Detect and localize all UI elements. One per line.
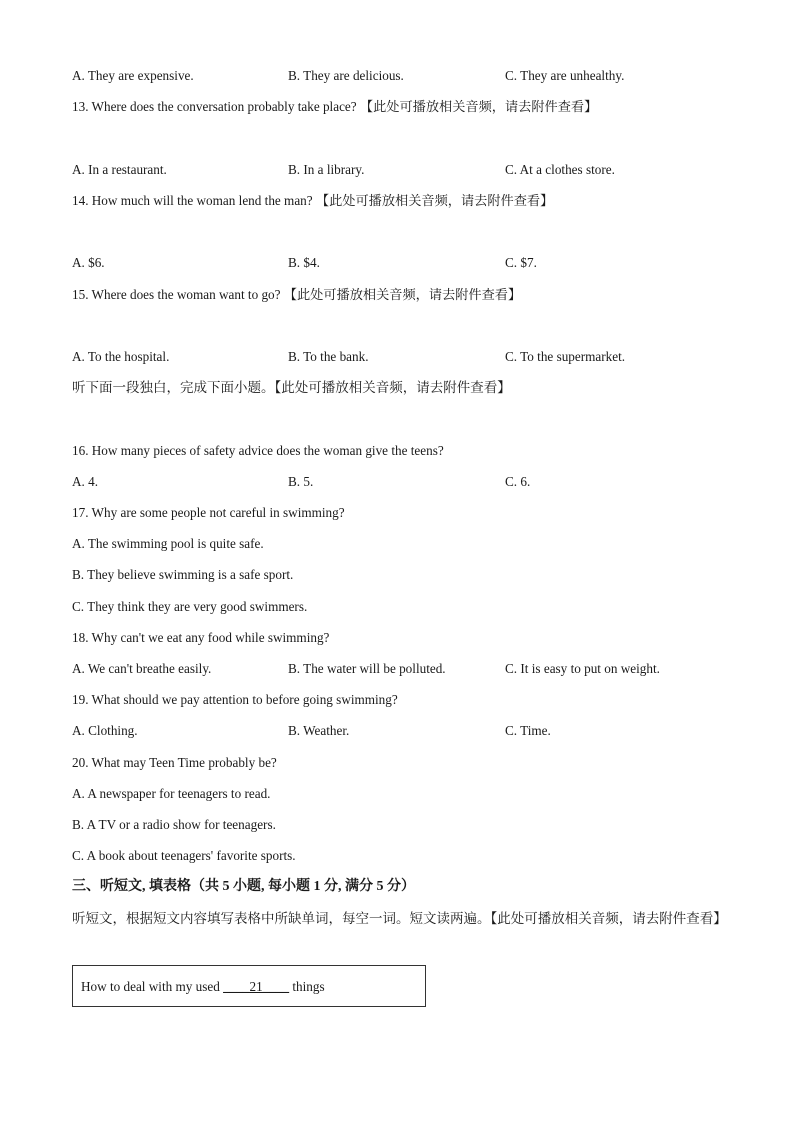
option-b: B. Weather.	[288, 723, 350, 738]
q19-options	[72, 723, 732, 739]
question-16: 16. How many pieces of safety advice does the woman give the teens?	[72, 443, 444, 458]
option-a: A. $6.	[72, 255, 105, 270]
option-b: B. 5.	[288, 474, 314, 489]
option-b: B. The water will be polluted.	[288, 661, 446, 676]
option-a: A. 4.	[72, 474, 99, 489]
q14-options	[72, 255, 732, 271]
q13-options	[72, 162, 732, 178]
option-a: A. In a restaurant.	[72, 162, 167, 177]
question-19: 19. What should we pay attention to before going swimming?	[72, 692, 398, 707]
option-c: C. $7.	[505, 255, 537, 270]
q20-option-c: C. A book about teenagers' favorite sports.	[72, 848, 296, 863]
option-a: A. To the hospital.	[72, 349, 170, 364]
option-b: B. In a library.	[288, 162, 365, 177]
option-a: A. They are expensive.	[72, 68, 194, 83]
question-18: 18. Why can't we eat any food while swimming?	[72, 630, 330, 645]
question-17: 17. Why are some people not careful in swimming?	[72, 505, 345, 520]
option-b: B. They are delicious.	[288, 68, 404, 83]
option-c: C. To the supermarket.	[505, 349, 626, 364]
option-b: B. To the bank.	[288, 349, 369, 364]
monologue-intro: 听下面一段独白，完成下面小题。【此处可播放相关音频，请去附件查看】	[72, 380, 511, 395]
section-3-instructions: 听短文，根据短文内容填写表格中所缺单词，每空一词。短文读两遍。【此处可播放相关音频，请去附件查看】	[72, 911, 727, 926]
blank-21: ____21____	[223, 979, 290, 994]
q20-option-b: B. A TV or a radio show for teenagers.	[72, 817, 276, 832]
option-b: B. $4.	[288, 255, 320, 270]
table-row	[81, 979, 325, 995]
option-c: C. Time.	[505, 723, 551, 738]
table-prefix: How to deal with my used	[81, 979, 224, 994]
q15-options	[72, 349, 732, 365]
option-a: A. Clothing.	[72, 723, 138, 738]
section-3-title: 三、听短文, 填表格（共 5 小题, 每小题 1 分, 满分 5 分）	[72, 879, 415, 894]
q16-options	[72, 474, 732, 490]
q18-options	[72, 661, 732, 677]
q17-option-c: C. They think they are very good swimmers.	[72, 599, 308, 614]
option-c: C. They are unhealthy.	[505, 68, 625, 83]
fill-in-table	[72, 965, 426, 1007]
question-15: 15. Where does the woman want to go? 【此处可播放相关音频，请去附件查看】	[72, 287, 522, 302]
q17-option-b: B. They believe swimming is a safe sport.	[72, 567, 294, 582]
q17-option-a: A. The swimming pool is quite safe.	[72, 536, 264, 551]
option-c: C. At a clothes store.	[505, 162, 615, 177]
q12-options	[72, 68, 732, 84]
option-c: C. 6.	[505, 474, 531, 489]
question-20: 20. What may Teen Time probably be?	[72, 755, 277, 770]
table-suffix: things	[289, 979, 325, 994]
question-14: 14. How much will the woman lend the man? 【此处可播放相关音频，请去附件查看】	[72, 193, 554, 208]
option-c: C. It is easy to put on weight.	[505, 661, 660, 676]
option-a: A. We can't breathe easily.	[72, 661, 212, 676]
question-13: 13. Where does the conversation probably take place? 【此处可播放相关音频，请去附件查看】	[72, 99, 598, 114]
q20-option-a: A. A newspaper for teenagers to read.	[72, 786, 271, 801]
